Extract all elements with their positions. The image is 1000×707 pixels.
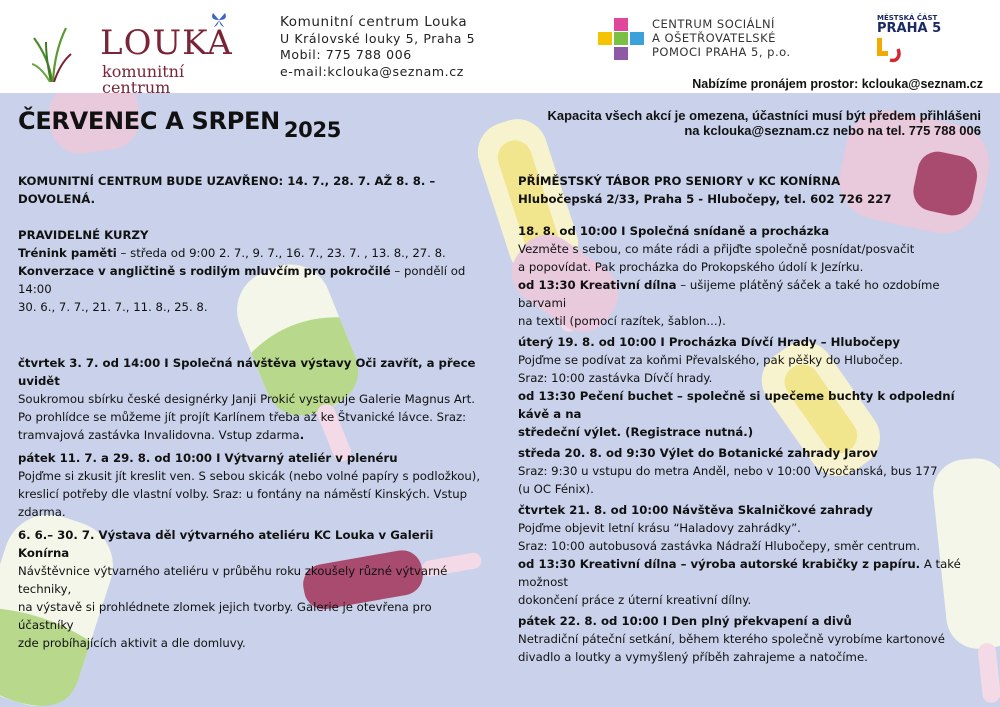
day-text: A také možnost bbox=[518, 557, 961, 589]
praha5-small: MĚSTSKÁ ČÁST bbox=[877, 14, 938, 22]
day-heading: úterý 19. 8. od 10:00 I Procházka Dívčí Hrady – Hlubočepy bbox=[518, 335, 900, 349]
event-text: Po prohlídce se můžeme jít projít Karlínem třeba až ke Štvanické lávce. Sraz: bbox=[18, 410, 467, 424]
contact-name: Komunitní centrum Louka bbox=[280, 14, 468, 30]
day-text: Pojďme se podívat za koňmi Převalského, pak pěšky do Hlubočep. bbox=[518, 353, 903, 367]
praha5-big: PRAHA 5 bbox=[877, 21, 942, 36]
course-name: Trénink paměti bbox=[18, 246, 117, 260]
capacity-line: Kapacita všech akcí je omezena, účastníci musí být předem přihlášeni bbox=[547, 108, 981, 123]
day-text: Sraz: 10:00 autobusová zastávka Nádraží Hlubočepy, směr centrum. bbox=[518, 539, 921, 553]
event-heading: 6. 6.– 30. 7. Výstava děl výtvarného ateliéru KC Louka v Galerii Konírna bbox=[18, 528, 434, 560]
csop-line: CENTRUM SOCIÁLNÍ bbox=[652, 17, 775, 31]
logo-subtitle: komunitní centrum bbox=[102, 62, 185, 97]
event-text: na výstavě si prohlédnete zlomek jejich tvorby. Galerie je otevřena pro účastníky bbox=[18, 600, 432, 632]
day-text-line bbox=[518, 276, 988, 312]
day-text: Netradiční páteční setkání, během kterého společně vyrobíme kartonové bbox=[518, 632, 945, 646]
course-dates: – středa od 9:00 2. 7., 9. 7., 16. 7., 23. 7. , 13. 8., 27. 8. bbox=[116, 246, 446, 260]
day-text: (u OC Fénix). bbox=[518, 482, 594, 496]
csop-logo bbox=[598, 18, 798, 66]
day-text: – ušijeme plátěný sáček a také ho ozdobíme barvami bbox=[518, 278, 940, 310]
event-heading: pátek 11. 7. a 29. 8. od 10:00 I Výtvarný ateliér v plenéru bbox=[18, 451, 398, 465]
capacity-note bbox=[501, 108, 981, 138]
day-text: a popovídat. Pak procházka do Prokopského údolí k Jezírku. bbox=[518, 260, 864, 274]
louka-logo bbox=[30, 20, 240, 97]
contact-address: U Královské louky 5, Praha 5 bbox=[280, 30, 476, 46]
day-heading: středa 20. 8. od 9:30 Výlet do Botanické zahrady Jarov bbox=[518, 446, 878, 460]
day-heading: čtvrtek 21. 8. od 10:00 Návštěva Skalničkové zahrady bbox=[518, 503, 873, 517]
courses-heading: PRAVIDELNÉ KURZY bbox=[18, 228, 149, 242]
event-text-line bbox=[18, 426, 488, 444]
event-text: tramvajová zastávka Invalidovna. Vstup zdarma bbox=[18, 428, 300, 442]
day-text: divadlo a loutky a vymyšlený příběh zahrajeme a natočíme. bbox=[518, 650, 868, 664]
day-text: Vezměte s sebou, co máte rádi a přijďte společně posnídat/posvačit bbox=[518, 242, 915, 256]
praha5-emblem-icon bbox=[877, 38, 907, 64]
day-text-bold: středeční výlet. (Registrace nutná.) bbox=[518, 425, 754, 439]
event-text: zdarma. bbox=[18, 505, 66, 519]
event-text: zde probíhajících aktivit a dle domluvy. bbox=[18, 636, 246, 650]
course-dates: 30. 6., 7. 7., 21. 7., 11. 8., 25. 8. bbox=[18, 300, 208, 314]
course-memory bbox=[18, 244, 488, 262]
title-main: ČERVENEC A SRPEN bbox=[18, 107, 280, 135]
title-year: 2025 bbox=[283, 118, 342, 142]
csop-line: POMOCI PRAHA 5, p.o. bbox=[652, 45, 791, 59]
course-time: – pondělí od 14:00 bbox=[18, 264, 466, 296]
day-text: Sraz: 10:00 zastávka Dívčí hrady. bbox=[518, 371, 713, 385]
course-name: Konverzace v angličtině s rodilým mluvčím pro pokročilé bbox=[18, 264, 391, 278]
contact-mobile: Mobil: 775 788 006 bbox=[280, 47, 412, 62]
day-text-bold: od 13:30 Kreativní dílna – výroba autorské krabičky z papíru. bbox=[518, 557, 921, 571]
day-text: dokončení práce z úterní kreativní dílny. bbox=[518, 593, 752, 607]
csop-cross-icon bbox=[598, 18, 646, 62]
event-heading: čtvrtek 3. 7. od 14:00 I Společná návštěva výstavy Oči zavřít, a přece uvidět bbox=[18, 356, 476, 388]
day-text-line bbox=[518, 555, 988, 591]
header bbox=[0, 0, 1000, 97]
camp-address: Hlubočepská 2/33, Praha 5 - Hlubočepy, tel. 602 726 227 bbox=[518, 192, 892, 206]
camp-heading: PŘÍMĚSTSKÝ TÁBOR PRO SENIORY v KC KONÍRNA bbox=[518, 174, 841, 188]
praha5-logo bbox=[877, 14, 957, 74]
left-column bbox=[18, 172, 488, 652]
event-text: kreslicí potřeby dle vlastní volby. Sraz: u fontány na náměstí Kinských. Vstup bbox=[18, 487, 468, 501]
capacity-line: na kclouka@seznam.cz nebo na tel. 775 788 006 bbox=[684, 123, 981, 138]
grass-logo-icon bbox=[32, 24, 72, 82]
day-text: Pojďme objevit letní krásu “Haladovy zahrádky”. bbox=[518, 521, 801, 535]
logo-title: LOUKA bbox=[100, 23, 233, 63]
day-text: na textil (pomocí razítek, šablon...). bbox=[518, 314, 726, 328]
event-text: Pojďme si zkusit jít kreslit ven. S sebou skicák (nebo volné papíry s podložkou), bbox=[18, 469, 481, 483]
csop-line: A OŠETŘOVATELSKÉ bbox=[652, 31, 776, 45]
closed-notice: KOMUNITNÍ CENTRUM BUDE UZAVŘENO: 14. 7., 28. 7. AŽ 8. 8. – DOVOLENÁ. bbox=[18, 174, 436, 206]
contact-block bbox=[280, 14, 475, 80]
event-text: Návštěvnice výtvarného ateliéru v průběhu roku zkoušely různé výtvarné techniky, bbox=[18, 564, 448, 596]
day-heading: 18. 8. od 10:00 I Společná snídaně a procházka bbox=[518, 224, 830, 238]
right-column bbox=[518, 172, 988, 666]
csop-text bbox=[652, 17, 791, 59]
day-text-bold: od 13:30 Pečení buchet – společně si upečeme buchty k odpolední kávě a na bbox=[518, 389, 955, 421]
page-title bbox=[18, 107, 342, 142]
day-heading: pátek 22. 8. od 10:00 I Den plný překvapení a divů bbox=[518, 614, 852, 628]
course-english bbox=[18, 262, 488, 298]
butterfly-icon bbox=[211, 11, 227, 33]
day-text-bold: od 13:30 Kreativní dílna bbox=[518, 278, 677, 292]
rental-note: Nabízíme pronájem prostor: kclouka@seznam.cz bbox=[692, 77, 983, 91]
day-text: Sraz: 9:30 u vstupu do metra Anděl, nebo v 10:00 Vysočanská, bus 177 bbox=[518, 464, 938, 478]
event-text: Soukromou sbírku české designérky Janji Prokić vystavuje Galerie Magnus Art. bbox=[18, 392, 475, 406]
event-text-dot: . bbox=[299, 428, 305, 442]
contact-email[interactable]: e-mail:kclouka@seznam.cz bbox=[280, 63, 464, 79]
